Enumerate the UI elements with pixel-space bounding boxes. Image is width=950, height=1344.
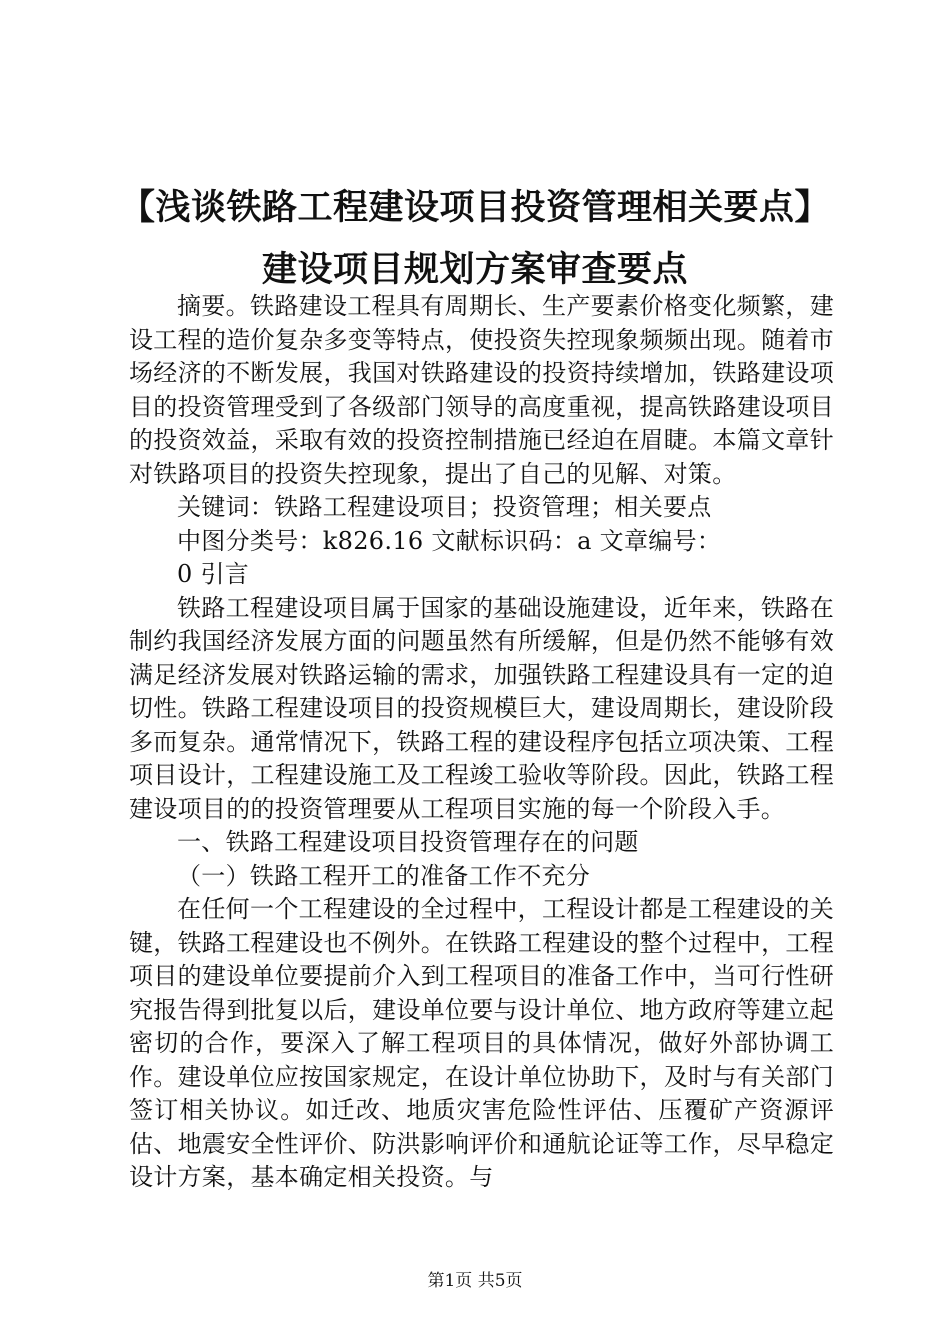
page-number-footer: 第1页 共5页	[427, 1271, 523, 1291]
document-body	[129, 290, 834, 1195]
subsection-heading-preparation: （一）铁路工程开工的准备工作不充分	[177, 861, 591, 890]
classification-line: 中图分类号：k826.16 文献标识码：a 文章编号：	[177, 526, 722, 555]
document-title-line-2: 建设项目规划方案审查要点	[261, 249, 688, 290]
section-heading-intro: 0 引言	[177, 560, 250, 588]
preparation-paragraph: 在任何一个工程建设的全过程中，工程设计都是工程建设的关键，铁路工程建设也不例外。在铁路工程建设的整个过程中，工程项目的建设单位要提前介入到工程项目的准备工作中，当可行性研究报告得到批复以后，建设单位要与设计单位、地方政府等建立起密切的合作，要深入了解工程项目的具体情况，做好外部协调工作。建设单位应按国家规定，在设计单位协助下，及时与有关部门签订相关协议。如迁改、地质灾害危险性评估、压覆矿产资源评估、地震安全性评价、防洪影响评价和通航论证等工作，尽早稳定设计方案，基本确定相关投资。与	[129, 895, 834, 1191]
abstract-paragraph: 摘要。铁路建设工程具有周期长、生产要素价格变化频繁，建设工程的造价复杂多变等特点，使投资失控现象频频出现。随着市场经济的不断发展，我国对铁路建设的投资持续增加，铁路建设项目的投资管理受到了各级部门领导的高度重视，提高铁路建设项目的投资效益，采取有效的投资控制措施已经迫在眉睫。本篇文章针对铁路项目的投资失控现象，提出了自己的见解、对策。	[129, 292, 834, 488]
section-heading-problems: 一、铁路工程建设项目投资管理存在的问题	[177, 828, 639, 856]
keywords-line: 关键词：铁路工程建设项目；投资管理；相关要点	[177, 493, 712, 521]
intro-paragraph: 铁路工程建设项目属于国家的基础设施建设，近年来，铁路在制约我国经济发展方面的问题虽然有所缓解，但是仍然不能够有效满足经济发展对铁路运输的需求，加强铁路工程建设具有一定的迫切性。铁路工程建设项目的投资规模巨大，建设周期长，建设阶段多而复杂。通常情况下，铁路工程的建设程序包括立项决策、工程项目设计，工程建设施工及工程竣工验收等阶段。因此，铁路工程建设项目的的投资管理要从工程项目实施的每一个阶段入手。	[129, 593, 834, 823]
document-title-line-1: 【浅谈铁路工程建设项目投资管理相关要点】	[119, 187, 830, 228]
